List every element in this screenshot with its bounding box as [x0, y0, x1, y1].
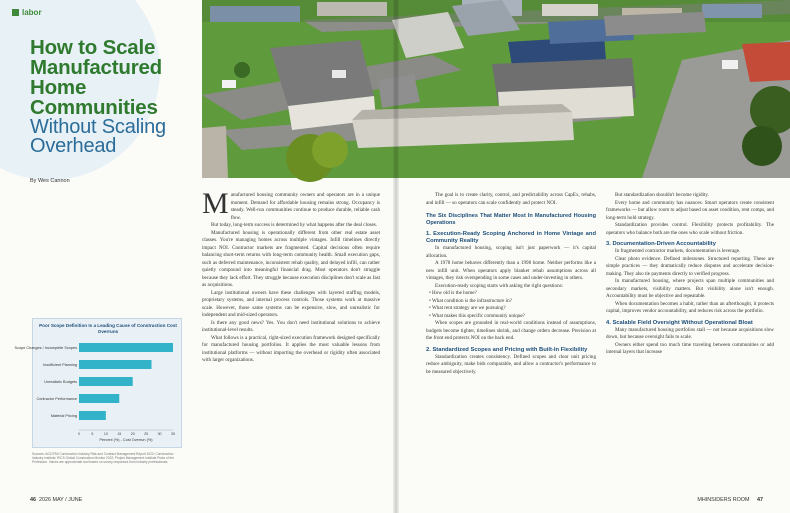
- body-paragraph: But standardization shouldn't become rigidity.: [615, 192, 709, 198]
- magazine-title: MHINSIDERS ROOM: [697, 497, 750, 503]
- tag-square-icon: [12, 9, 19, 16]
- body-paragraph: Execution-ready scoping starts with asking the right questions:: [435, 282, 564, 289]
- subsection-title: 2. Standardized Scopes and Pricing with Built-In Flexibility: [426, 346, 588, 353]
- body-paragraph: Manufactured housing is operationally different from other real estate asset classes. You're managing homes across multiple vintages. Infill timelines directly impact NOI. Contractor markets are fragmented. Capital decisions often require balancing short-term returns with long-term community health. Small execution gaps, such as deferred maintenance, inconsistent rehab quality, and delayed infill, can rather quietly compound into meaningful financial drag. Most operators don't struggle because they lack effort. They struggle because execution disciplines don't scale as fast as acquisitions.: [202, 229, 380, 288]
- page-number: 46: [30, 497, 36, 503]
- body-paragraph: Large institutional owners have these challenges with layered staffing models, proprietary systems, and internal process controls. Those systems work at massive scale. However, those same systems can be expensive, slow, and unrealistic for independent and mid-sized operators.: [202, 289, 380, 318]
- aerial-community-photo: [202, 0, 790, 178]
- bar-chart-panel: [14, 318, 182, 448]
- headline-line: How to Scale: [30, 36, 156, 59]
- body-paragraph: Many manufactured housing portfolios stall — not because acquisitions slow down, but because oversight fails to scale.: [606, 326, 774, 340]
- drop-cap: M: [202, 187, 229, 220]
- body-paragraph: Clear photo evidence. Defined milestones. Structured reporting. These are simple practices — they dramatically reduce disputes and accelerate decision-making. They also tie payments directly to verified progress.: [606, 255, 774, 277]
- chart-canvas: [14, 319, 183, 449]
- page-gutter: [393, 0, 399, 513]
- folio-right: [697, 497, 766, 503]
- section-tag-label: labor: [22, 8, 42, 17]
- subsection-title: 1. Execution-Ready Scoping Anchored in Home Vintage and Community Reality: [426, 231, 596, 244]
- page-number: 47: [757, 497, 763, 503]
- headline-line: Manufactured: [30, 55, 163, 79]
- chart-tick-label: 15: [117, 432, 122, 436]
- chart-tick-label: 5: [91, 432, 94, 436]
- section-tag: [12, 8, 42, 17]
- body-paragraph: Standardization creates consistency. Defined scopes and clear unit pricing reduce ambiguity, make bids comparable, and allow a contractor's performance to be measured objectively.: [426, 353, 596, 375]
- body-paragraph: In fragmented contractor markets, documentation is leverage.: [615, 248, 741, 254]
- article-column-3: [606, 192, 774, 357]
- chart-category-label: Unrealistic Budgets: [44, 379, 77, 384]
- subsection-title: 4. Scalable Field Oversight Without Operational Bloat: [606, 319, 753, 326]
- byline: By Wes Cannon: [30, 178, 70, 184]
- body-text: anufactured housing community owners and operators are in a unique moment. Demand for affordable housing remains strong. Occupancy is steady. Well-run communities continue to produce durable, reliable cash flow.: [230, 192, 380, 221]
- chart-category-label: Insufficient Planning: [43, 362, 77, 367]
- body-paragraph: The goal is to create clarity, control, and predictability across CapEx, rehabs, and infill — so operators can scale confidently and protect NOI.: [426, 192, 596, 206]
- body-paragraph: When scopes are grounded in real-world conditions instead of assumptions, budgets become tighter, timelines shrink, and change orders decrease. Precision at the front end protects NOI on the back end.: [426, 320, 596, 341]
- headline-line: Communities: [30, 95, 158, 119]
- body-paragraph: Standardization provides control. Flexibility protects profitability. The operators who balance both are the ones who scale without friction.: [606, 222, 774, 236]
- chart-category-label: Contractor Performance: [36, 396, 77, 401]
- article-column-1: [202, 187, 380, 365]
- chart-tick-label: 10: [103, 432, 108, 436]
- body-paragraph: In manufactured housing, where projects span multiple communities and secondary markets, visibility matters. But visibility alone isn't enough. Accountability must be objective and repeatable.: [606, 278, 774, 299]
- aerial-photo-illustration: [202, 0, 790, 178]
- body-paragraph: [202, 187, 380, 222]
- article-headline: [30, 38, 210, 156]
- body-paragraph: When documentation becomes a habit, rather than an afterthought, it protects capital, improves vendor accountability, and reduces risk across the portfolio.: [606, 300, 774, 314]
- chart-source-note: Sources: AGC/FMI Construction Industry Risk and Contract Management Report 2020; Construction Industry Institute; RICS Global Construction Monitor 2022; Project Management Institute Pulse of the Profession. Values are approximate and based on survey responses from industry professionals.: [32, 452, 175, 465]
- chart-title: Poor Scope Definition Is a Leading Cause of Construction Cost Overruns: [39, 323, 177, 334]
- headline-line: Home: [30, 75, 87, 99]
- chart-bar: [79, 377, 133, 386]
- issue-label: 2026 MAY / JUNE: [39, 497, 83, 503]
- chart-bar: [79, 394, 119, 403]
- body-paragraph: A 1978 home behaves differently than a 1998 home. Neither performs like a new infill unit. When operators apply blanket rehab assumptions across all vintages, they risk overspending in some cases and under-investing in others.: [426, 260, 596, 281]
- body-paragraph: In manufactured housing, scoping isn't just paperwork — it's capital allocation.: [426, 245, 596, 259]
- subsection-title: 3. Documentation-Driven Accountability: [606, 241, 716, 247]
- article-column-2: [426, 192, 596, 376]
- headline-subline: Overhead: [30, 134, 117, 157]
- chart-bar: [79, 360, 152, 369]
- chart-bar: [79, 411, 106, 420]
- body-paragraph: Owners either spend too much time traveling between communities or add internal layers that increase: [606, 341, 774, 355]
- chart-tick-label: 0: [78, 432, 80, 436]
- chart-category-label: Scope Changes / Incomplete Scopes: [14, 345, 77, 350]
- section-heading: The Six Disciplines That Matter Most In Manufactured Housing Operations: [426, 213, 596, 226]
- chart-tick-label: 35: [171, 432, 175, 436]
- chart-category-label: Material Pricing: [50, 413, 77, 418]
- body-paragraph: Every home and community has nuances. Smart operators create consistent frameworks — but allow room to adjust based on asset condition, rent comps, and long-term hold strategy.: [606, 199, 774, 221]
- body-paragraph: Is there any good news? Yes. You don't need institutional solutions to achieve institutional-level results.: [202, 319, 380, 333]
- chart-bar: [79, 343, 173, 352]
- bullet-item: • What condition is the infrastructure in?: [429, 297, 512, 304]
- bullet-item: • What makes this specific community unique?: [429, 312, 525, 319]
- folio-left: [30, 497, 82, 503]
- headline-subline: Without Scaling: [30, 115, 166, 138]
- body-paragraph: What follows is a practical, right-sized execution framework designed specifically for manufactured housing portfolios. It applies the most valuable lessons from institutional platforms — without importing the overhead or rigidity often associated with larger organizations.: [202, 334, 380, 363]
- chart-x-axis-label: Percent (%) - Cost Overrun (%): [99, 438, 153, 442]
- body-paragraph: But today, long-term success is determined by what happens after the deal closes.: [211, 222, 378, 228]
- bullet-item: • How old is the home?: [429, 290, 477, 296]
- chart-tick-label: 20: [130, 432, 135, 436]
- chart-tick-label: 25: [144, 432, 149, 436]
- chart-tick-label: 30: [157, 432, 162, 436]
- bullet-item: • What rent strategy are we pursuing?: [429, 305, 506, 311]
